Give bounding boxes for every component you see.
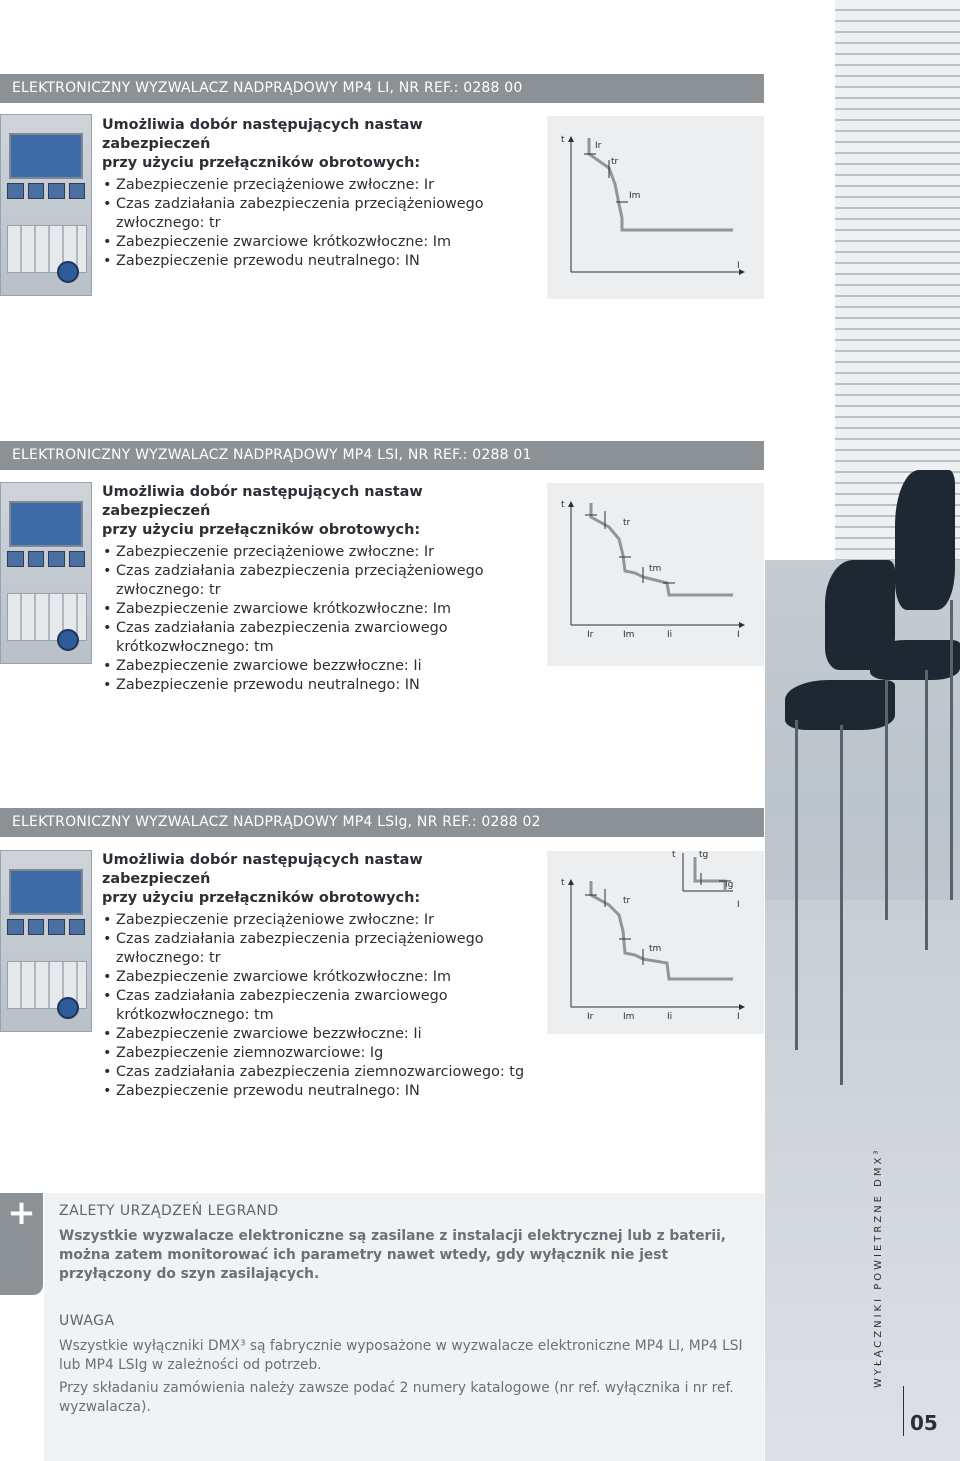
label-ir: Ir [587, 630, 594, 640]
label-t: t [561, 878, 565, 888]
label-i: I [737, 261, 740, 271]
plus-icon: + [0, 1193, 43, 1295]
list-item: • Zabezpieczenie zwarciowe krótkozwłoczne: Im [102, 233, 532, 252]
list-item: • Czas zadziałania zabezpieczenia przeciążeniowego zwłocznego: tr [102, 195, 532, 233]
settings-list [102, 543, 532, 695]
label-i-inset: I [737, 900, 740, 910]
warning-text [59, 1337, 749, 1421]
list-item: • Czas zadziałania zabezpieczenia ziemnozwarciowego: tg [102, 1063, 532, 1082]
chair-seat [785, 680, 895, 730]
label-t: t [561, 135, 565, 145]
label-i: I [737, 1012, 740, 1022]
knob-icon [57, 997, 79, 1019]
list-item: • Zabezpieczenie przewodu neutralnego: IN [102, 676, 532, 695]
trip-curve [591, 503, 733, 595]
label-t-inset: t [672, 851, 676, 860]
section-header-li: ELEKTRONICZNY WYZWALACZ NADPRĄDOWY MP4 LI, NR REF.: 0288 00 [0, 74, 764, 103]
section-description [102, 851, 532, 1101]
chair-back [895, 470, 955, 610]
list-item: • Zabezpieczenie przeciążeniowe zwłoczne: Ir [102, 543, 532, 562]
divider [903, 1386, 904, 1436]
curve-svg [547, 116, 764, 299]
warning-paragraph: Przy składaniu zamówienia należy zawsze podać 2 numery katalogowe (nr ref. wyłącznika i nr ref. wyzwalacza). [59, 1380, 734, 1415]
knob-icon [57, 629, 79, 651]
curve-svg [547, 851, 764, 1034]
section-header-lsig: ELEKTRONICZNY WYZWALACZ NADPRĄDOWY MP4 LSIg, NR REF.: 0288 02 [0, 808, 764, 837]
label-i: I [737, 630, 740, 640]
chair-leg [840, 725, 843, 1085]
list-item: • Czas zadziałania zabezpieczenia zwarciowego krótkozwłocznego: tm [102, 987, 532, 1025]
list-item: • Zabezpieczenie zwarciowe bezzwłoczne: Ii [102, 1025, 532, 1044]
trip-curve [589, 138, 733, 230]
photo-white-strip [765, 0, 835, 560]
list-item: • Zabezpieczenie przewodu neutralnego: IN [102, 252, 532, 271]
label-t: t [561, 500, 565, 510]
trip-unit-image [0, 482, 92, 664]
chair-leg [925, 670, 928, 950]
label-ii: Ii [667, 630, 673, 640]
lcd-screen [9, 501, 83, 547]
warning-title: UWAGA [59, 1313, 115, 1329]
label-im: Im [623, 630, 635, 640]
list-item: • Zabezpieczenie zwarciowe krótkozwłoczne: Im [102, 968, 532, 987]
axis-arrow [739, 269, 745, 275]
knob-icon [57, 261, 79, 283]
lcd-screen [9, 133, 83, 179]
list-item: • Czas zadziałania zabezpieczenia przeciążeniowego zwłocznego: tr [102, 930, 532, 968]
axis-arrow [568, 879, 574, 885]
axis-arrow [568, 501, 574, 507]
advantages-title: ZALETY URZĄDZEŃ LEGRAND [59, 1203, 279, 1219]
section-description [102, 483, 532, 695]
trip-unit-image [0, 114, 92, 296]
list-item: • Czas zadziałania zabezpieczenia przeciążeniowego zwłocznego: tr [102, 562, 532, 600]
button-row [7, 183, 85, 199]
intro-text: Umożliwia dobór następujących nastaw zabezpieczeń przy użyciu przełączników obrotowych: [102, 484, 423, 538]
chair-leg [885, 680, 888, 920]
label-ii: Ii [667, 1012, 673, 1022]
label-ig: Ig [725, 880, 734, 890]
list-item: • Zabezpieczenie przeciążeniowe zwłoczne: Ir [102, 176, 532, 195]
label-ir: Ir [587, 1012, 594, 1022]
label-tm: tm [649, 564, 662, 574]
list-item: • Czas zadziałania zabezpieczenia zwarciowego krótkozwłocznego: tm [102, 619, 532, 657]
chair-leg [950, 600, 953, 900]
settings-list [102, 176, 532, 271]
list-item: • Zabezpieczenie przewodu neutralnego: IN [102, 1082, 532, 1101]
section-header-lsi: ELEKTRONICZNY WYZWALACZ NADPRĄDOWY MP4 LSI, NR REF.: 0288 01 [0, 441, 764, 470]
list-item: • Zabezpieczenie zwarciowe krótkozwłoczne: Im [102, 600, 532, 619]
axis-arrow [568, 136, 574, 142]
button-row [7, 919, 85, 935]
section-description [102, 116, 532, 271]
warning-paragraph: Wszystkie wyłączniki DMX³ są fabrycznie wyposażone w wyzwalacze elektroniczne MP4 LI, MP4 LSI lub MP4 LSIg w zależności od potrzeb. [59, 1338, 743, 1373]
label-tm: tm [649, 944, 662, 954]
axis-arrow [739, 622, 745, 628]
trip-unit-image [0, 850, 92, 1032]
lcd-screen [9, 869, 83, 915]
chapter-label-text: WYŁĄCZNIKI POWIETRZNE DMX³ [873, 1147, 884, 1388]
list-item: • Zabezpieczenie ziemnozwarciowe: Ig [102, 1044, 532, 1063]
axis-arrow [739, 1004, 745, 1010]
advantages-text: Wszystkie wyzwalacze elektroniczne są zasilane z instalacji elektrycznej lub z baterii, można zatem monitorować ich parametry nawet wtedy, gdy wyłącznik nie jest przyłączony do szyn zasilających. [59, 1228, 727, 1282]
page-number: 05 [910, 1411, 938, 1435]
intro-text: Umożliwia dobór następujących nastaw zabezpieczeń przy użyciu przełączników obrotowych: [102, 117, 423, 171]
button-row [7, 551, 85, 567]
tripping-curve-lsi [547, 483, 764, 666]
label-tg: tg [699, 851, 709, 860]
list-item: • Zabezpieczenie zwarciowe bezzwłoczne: Ii [102, 657, 532, 676]
ground-fault-curve [695, 857, 725, 891]
list-item: • Zabezpieczenie przeciążeniowe zwłoczne: Ir [102, 911, 532, 930]
label-tr: tr [623, 896, 631, 906]
label-tr: tr [611, 157, 619, 167]
trip-curve [591, 881, 733, 979]
chair-leg [795, 720, 798, 1050]
chair-seat [870, 640, 960, 680]
label-ir: Ir [595, 141, 602, 151]
intro-text: Umożliwia dobór następujących nastaw zabezpieczeń przy użyciu przełączników obrotowych: [102, 852, 423, 906]
curve-svg [547, 483, 764, 666]
label-im: Im [629, 191, 641, 201]
label-tr: tr [623, 518, 631, 528]
label-im: Im [623, 1012, 635, 1022]
tripping-curve-li [547, 116, 764, 299]
settings-list [102, 911, 532, 1101]
tripping-curve-lsig [547, 851, 764, 1034]
